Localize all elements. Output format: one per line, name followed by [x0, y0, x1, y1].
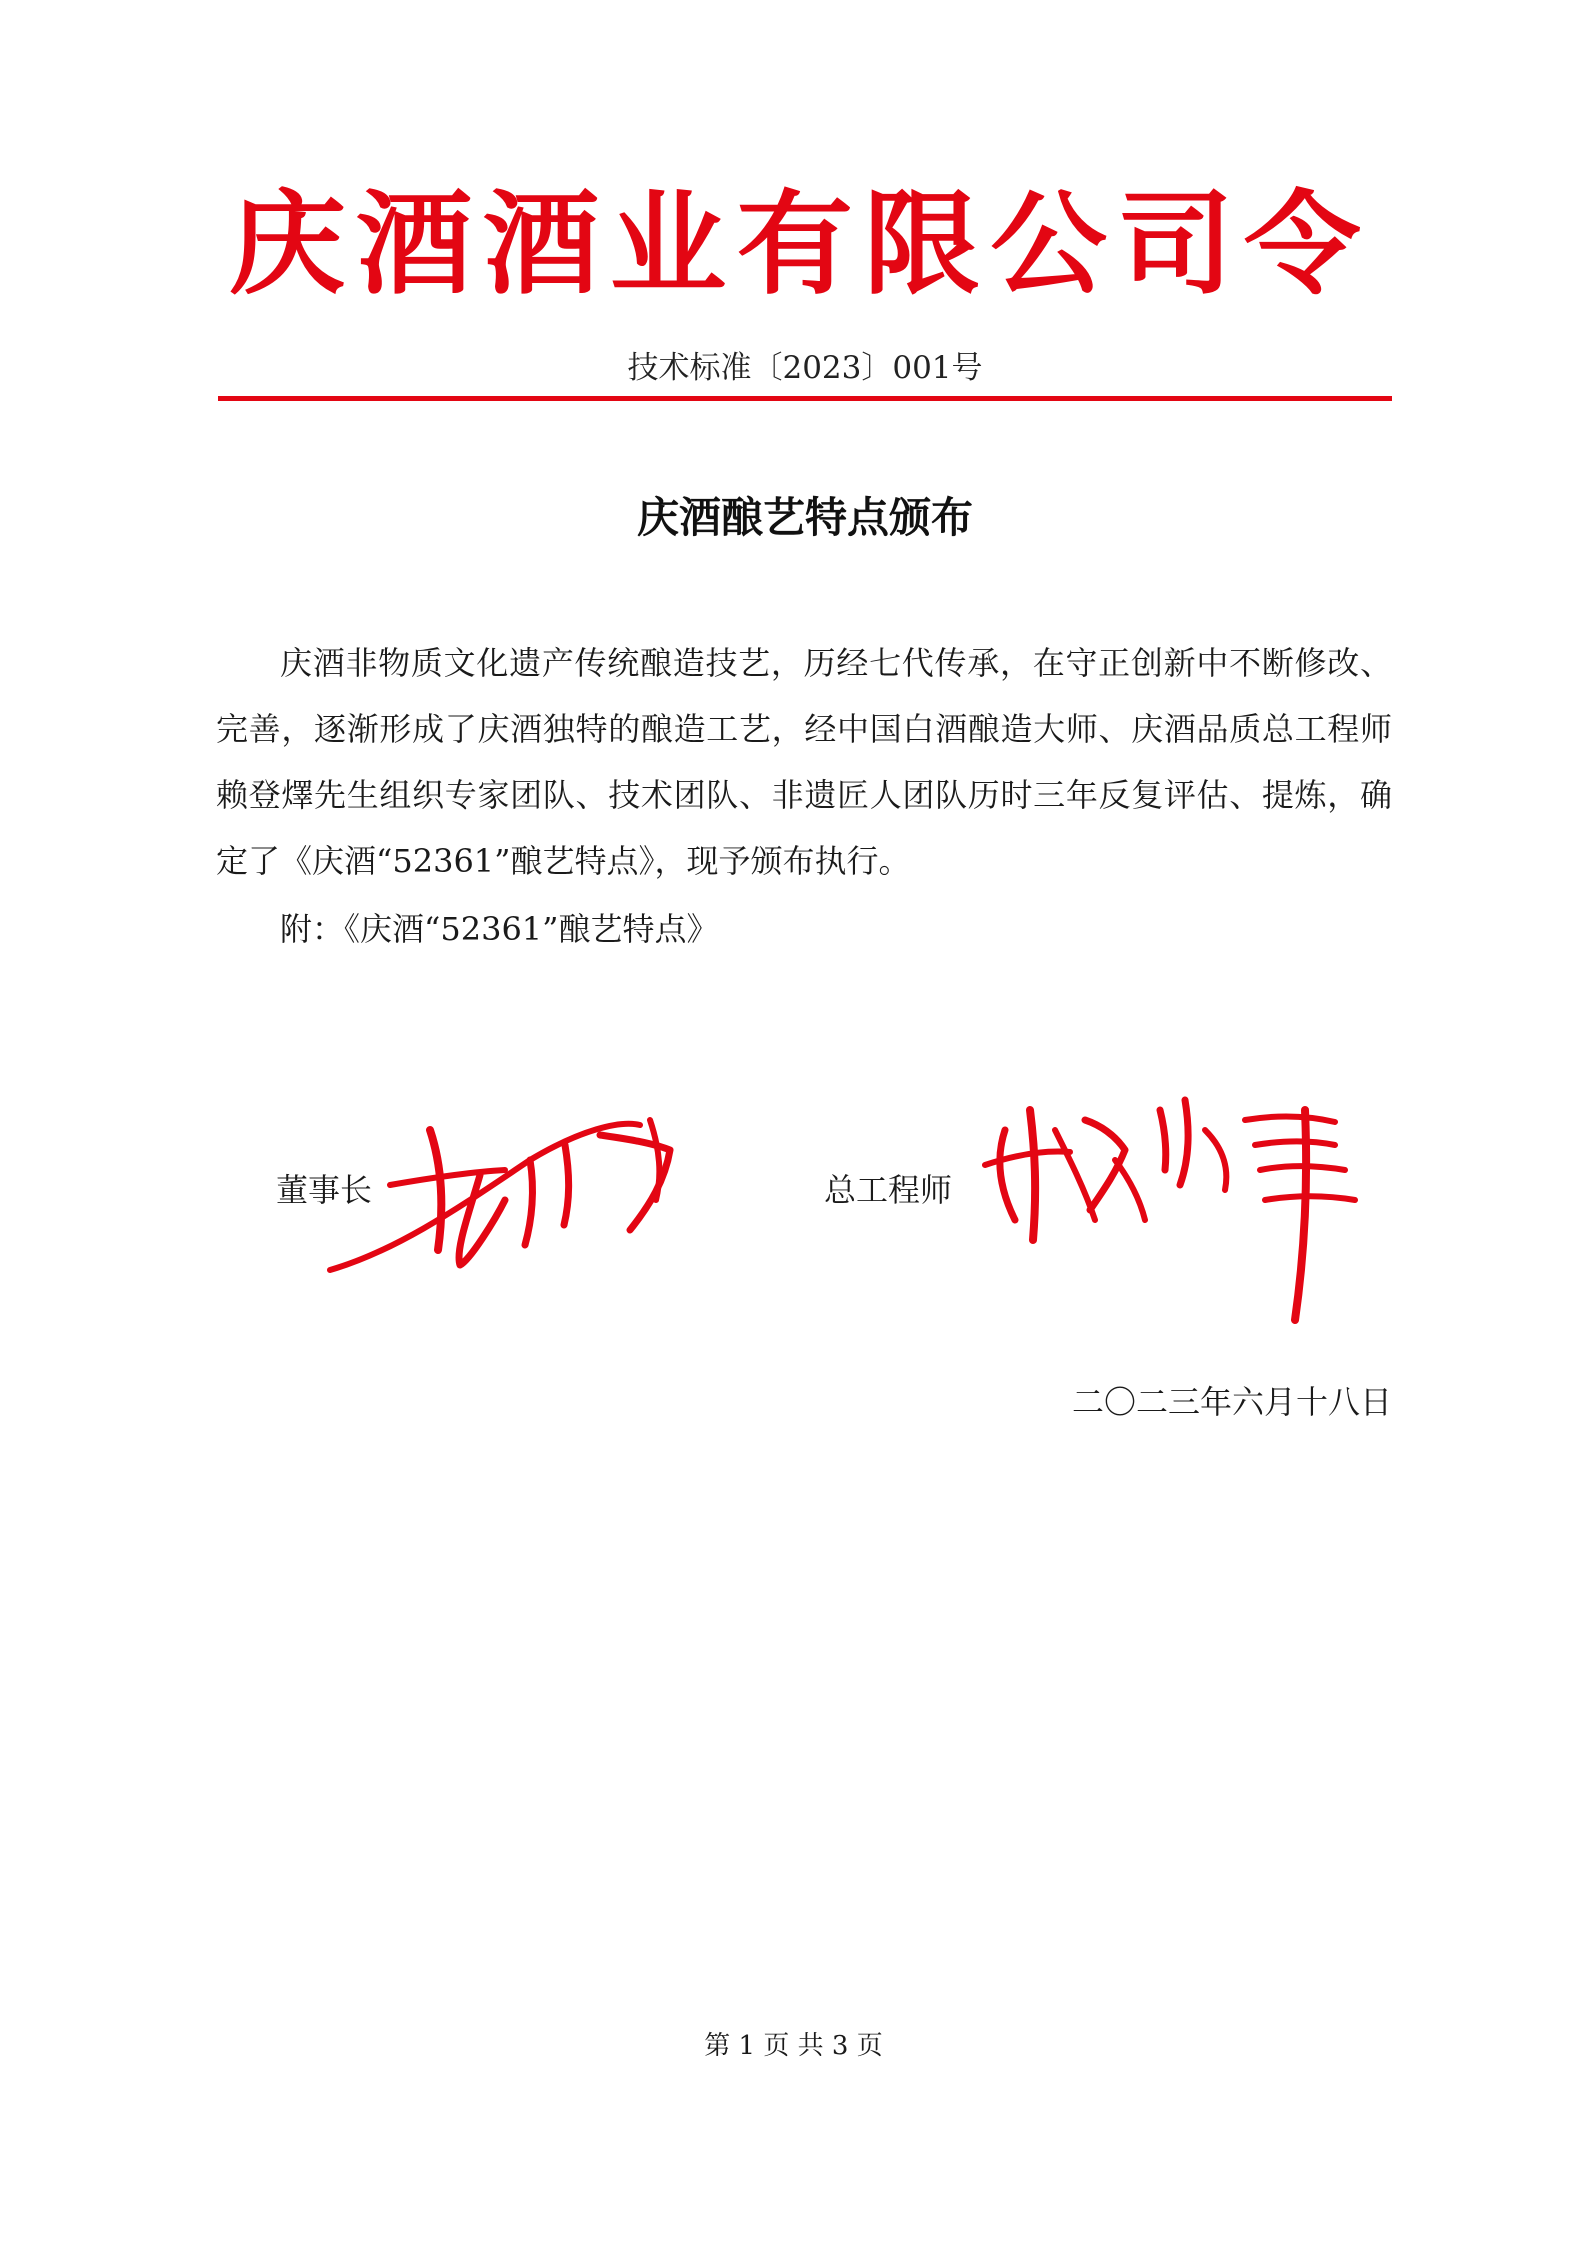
chairman-label: 董事长 — [276, 1171, 373, 1209]
document-number: 技术标准〔2023〕001号 — [627, 350, 983, 386]
chairman-signature — [320, 1090, 740, 1290]
red-divider-rule — [218, 396, 1392, 401]
attachment-line: 附：《庆酒“52361”酿艺特点》 — [280, 910, 719, 948]
body-paragraph: 庆酒非物质文化遗产传统酿造技艺，历经七代传承，在守正创新中不断修改、完善，逐渐形成了庆酒独特的酿造工艺，经中国白酒酿造大师、庆酒品质总工程师赖登燡先生组织专家团队、技术团队、非遗匠人团队历时三年反复评估、提炼，确定了《庆酒“52361”酿艺特点》，现予颁布执行。 — [216, 644, 1392, 880]
page-indicator: 第 1 页 共 3 页 — [704, 2031, 883, 2061]
issue-date: 二〇二三年六月十八日 — [1071, 1383, 1392, 1421]
document-title: 庆酒酿艺特点颁布 — [636, 493, 973, 542]
chief-engineer-label: 总工程师 — [824, 1171, 953, 1209]
issuer-masthead: 庆酒酒业有限公司令 — [229, 180, 1371, 310]
chief-engineer-signature — [975, 1070, 1395, 1330]
